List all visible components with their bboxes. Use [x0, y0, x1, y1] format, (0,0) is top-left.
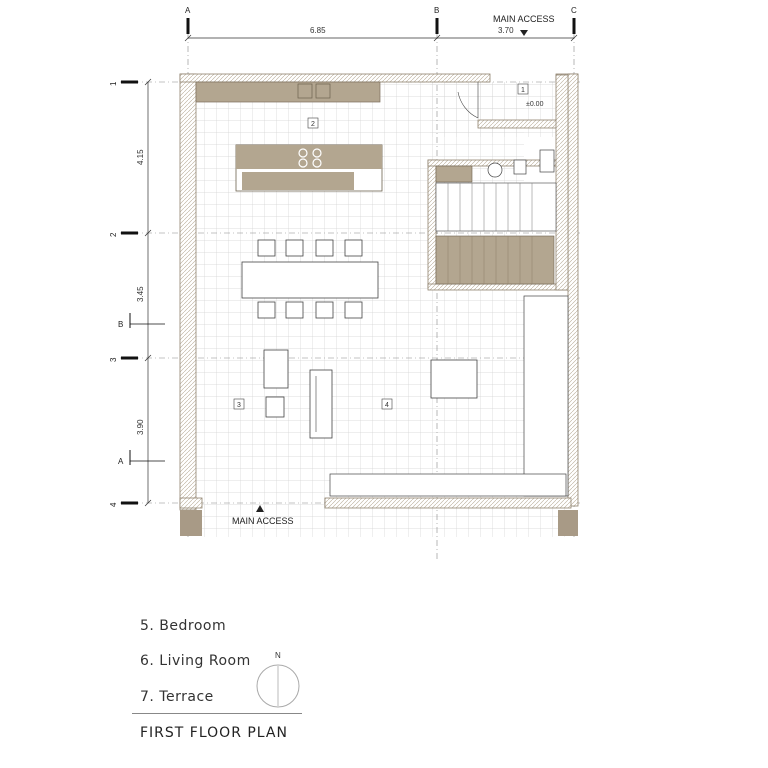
armchair [264, 350, 288, 388]
wall-north [180, 74, 490, 82]
island-top [236, 145, 382, 169]
floor-tiles-east [430, 82, 570, 137]
wall-west [180, 74, 196, 510]
room-tag-4: 4 [385, 402, 389, 409]
dim-top-left: 6.85 [310, 26, 326, 35]
dim-left-2: 3.45 [136, 286, 145, 302]
island-base [242, 172, 354, 190]
section-mark-B: B [118, 320, 124, 329]
col-label-C: C [571, 6, 577, 15]
south-bench [330, 474, 566, 496]
wall-south-west [180, 498, 202, 508]
col-label-B: B [434, 6, 440, 15]
pillar-sw [180, 510, 202, 536]
east-room [524, 296, 568, 496]
access-arrow-top [520, 30, 528, 36]
wall-core-right [556, 75, 568, 290]
coffee-table [431, 360, 477, 398]
room-tag-3: 3 [237, 402, 241, 409]
row-label-1: 1 [109, 81, 118, 86]
row-label-4: 4 [109, 502, 118, 507]
room-tag-2: 2 [311, 121, 315, 128]
col-label-A: A [185, 6, 191, 15]
bathroom-cabinet [436, 166, 472, 182]
room-tag-1: 1 [521, 87, 525, 94]
title-divider [132, 713, 302, 714]
pillar-se [558, 510, 578, 536]
wall-entry [478, 120, 558, 128]
wall-south [325, 498, 571, 508]
dim-left-3: 3.90 [136, 419, 145, 435]
dim-left-1: 4.15 [136, 149, 145, 165]
wall-east [568, 74, 578, 506]
main-access-top: MAIN ACCESS [493, 14, 555, 24]
staircase-lower [436, 236, 554, 284]
dining-table [242, 262, 378, 298]
sofa [310, 370, 332, 438]
wall-core-bottom [428, 284, 568, 290]
row-label-2: 2 [109, 232, 118, 237]
toilet [488, 163, 502, 177]
washbasin [514, 160, 526, 174]
legend-item-terrace: 7. Terrace [140, 689, 214, 705]
legend-item-living-room: 6. Living Room [140, 653, 251, 669]
wall-core [428, 160, 436, 288]
dim-top-right: 3.70 [498, 26, 514, 35]
main-access-bottom: MAIN ACCESS [232, 516, 294, 526]
legend-item-bedroom: 5. Bedroom [140, 618, 227, 634]
compass-north-label: N [275, 651, 281, 660]
plan-title: FIRST FLOOR PLAN [140, 725, 288, 741]
row-label-3: 3 [109, 357, 118, 362]
side-table [266, 397, 284, 417]
kitchen-counter [196, 82, 380, 102]
section-mark-A: A [118, 457, 124, 466]
shower [540, 150, 554, 172]
level-mark: ±0.00 [526, 101, 544, 108]
